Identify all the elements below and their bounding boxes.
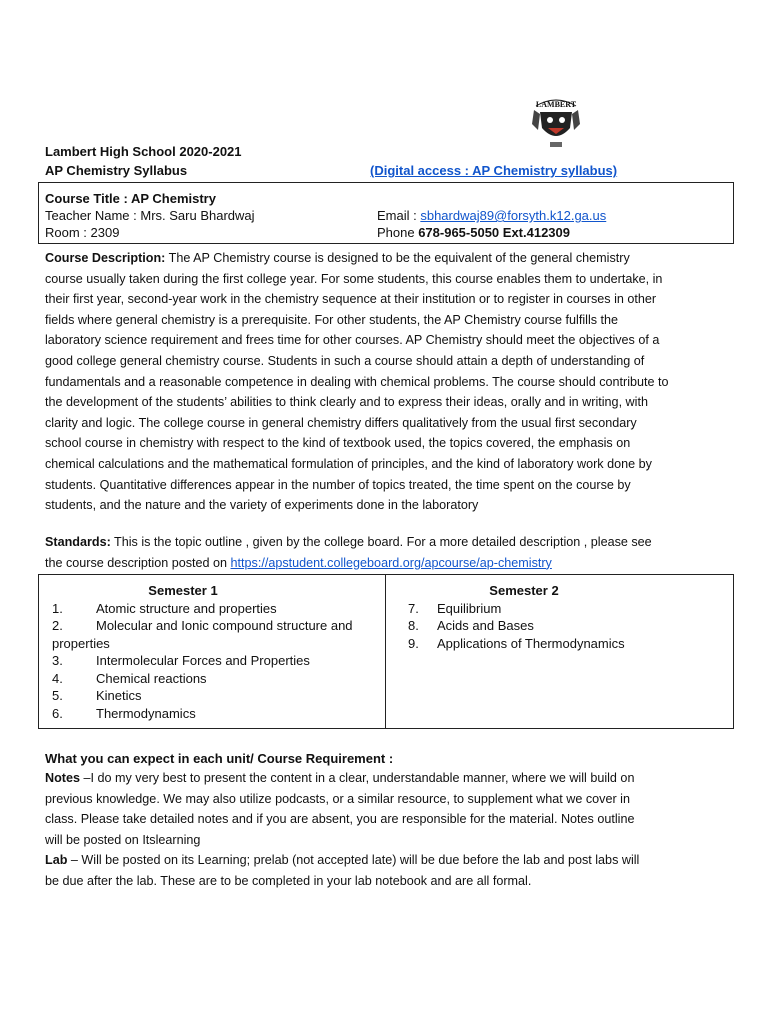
list-item: 5. Kinetics [52, 688, 142, 703]
description-line: school course in chemistry with respect to the kind of textbook used, the topics covered, the emphasis on [45, 436, 631, 451]
notes-line: Notes –I do my very best to present the content in a clear, understandable manner, where we will build on [45, 771, 635, 785]
description-line: clarity and logic. The college course in general chemistry differs qualitatively from the usual first secondary [45, 415, 637, 430]
email-row [377, 207, 606, 224]
email-link[interactable]: sbhardwaj89@forsyth.k12.ga.us [420, 208, 607, 223]
phone-row [377, 224, 570, 241]
list-item: 3. Intermolecular Forces and Properties [52, 653, 310, 668]
semester-divider [385, 574, 386, 729]
syllabus-title: AP Chemistry Syllabus [45, 163, 188, 178]
semester-1-column [52, 582, 377, 722]
list-item: 7. Equilibrium [408, 600, 502, 616]
list-item: 4. Chemical reactions [52, 670, 207, 686]
phone-number: 678-965-5050 Ext.412309 [418, 225, 570, 240]
description-line: fields where general chemistry is a prerequisite. For other students, the AP Chemistry course fulfills the [45, 312, 619, 327]
description-line: course usually taken during the first college year. For some students, this course enables them to undertake, in [45, 271, 663, 286]
description-label: Course Description: [45, 251, 166, 265]
crest-icon [528, 94, 584, 156]
standards-section [45, 532, 745, 573]
course-title: Course Title : AP Chemistry [45, 191, 216, 206]
standards-line: the course description posted on https://apstudent.collegeboard.org/apcourse/ap-chemistry [45, 555, 552, 570]
semester-2-title: Semester 2 [489, 583, 559, 598]
description-line: laboratory science requirement and frees time for other courses. AP Chemistry should meet the objectives of a [45, 333, 660, 348]
notes-line: will be posted on Itslearning [45, 832, 201, 847]
course-description [45, 248, 745, 516]
standards-label: Standards: [45, 535, 111, 549]
school-name: Lambert High School 2020-2021 [45, 144, 242, 159]
description-line: the development of the students’ abilities to think clearly and to express their ideas, orally and in writing, with [45, 395, 648, 410]
description-line: students, and the nature and the variety of experiments done in the laboratory [45, 498, 479, 513]
lab-line: be due after the lab. These are to be completed in your lab notebook and are all formal. [45, 873, 532, 888]
list-item: 8. Acids and Bases [408, 618, 534, 633]
notes-line: class. Please take detailed notes and if you are absent, you are responsible for the material. Notes outline [45, 812, 635, 827]
list-item: 2. Molecular and Ionic compound structure and [52, 618, 353, 633]
list-item: 1. Atomic structure and properties [52, 600, 277, 616]
email-label: Email : [377, 208, 421, 223]
semester-1-title: Semester 1 [148, 583, 218, 598]
description-line: their first year, second-year work in the chemistry sequence at their institution or to register in courses in other [45, 292, 657, 307]
list-item: 6. Thermodynamics [52, 705, 196, 721]
list-item-continuation: properties [52, 635, 110, 651]
lab-label: Lab [45, 853, 68, 868]
teacher-name: Teacher Name : Mrs. Saru Bhardwaj [45, 208, 255, 223]
collegeboard-link[interactable]: https://apstudent.collegeboard.org/apcourse/ap-chemistry [230, 555, 552, 570]
notes-label: Notes [45, 771, 80, 785]
semester-2-column [408, 582, 728, 652]
logo-text: LAMBERT [535, 100, 577, 109]
room-number: Room : 2309 [45, 225, 120, 240]
notes-line: previous knowledge. We may also utilize podcasts, or a similar resource, to supplement what we cover in [45, 791, 630, 806]
list-item: 9. Applications of Thermodynamics [408, 635, 625, 651]
phone-label: Phone [377, 225, 419, 240]
school-crest-logo [528, 94, 584, 156]
digital-access-link[interactable]: (Digital access : AP Chemistry syllabus) [370, 163, 618, 178]
description-line: fundamentals and a reasonable competence in dealing with chemical problems. The course should contribute to [45, 374, 669, 389]
standards-line: Standards: This is the topic outline , given by the college board. For a more detailed description , please see [45, 535, 652, 549]
description-line: Course Description: The AP Chemistry course is designed to be the equivalent of the general chemistry [45, 251, 630, 265]
description-line: good college general chemistry course. Students in such a course should attain a depth of understanding of [45, 353, 645, 368]
description-line: students. Quantitative differences appear in the number of topics treated, the time spent on the course by [45, 477, 631, 492]
expect-section [45, 768, 745, 892]
description-line: chemical calculations and the mathematical formulation of principles, and the kind of laboratory work done by [45, 456, 652, 471]
lab-line: Lab – Will be posted on its Learning; prelab (not accepted late) will be due before the lab and post labs will [45, 853, 640, 868]
expect-heading: What you can expect in each unit/ Course Requirement : [45, 751, 394, 766]
